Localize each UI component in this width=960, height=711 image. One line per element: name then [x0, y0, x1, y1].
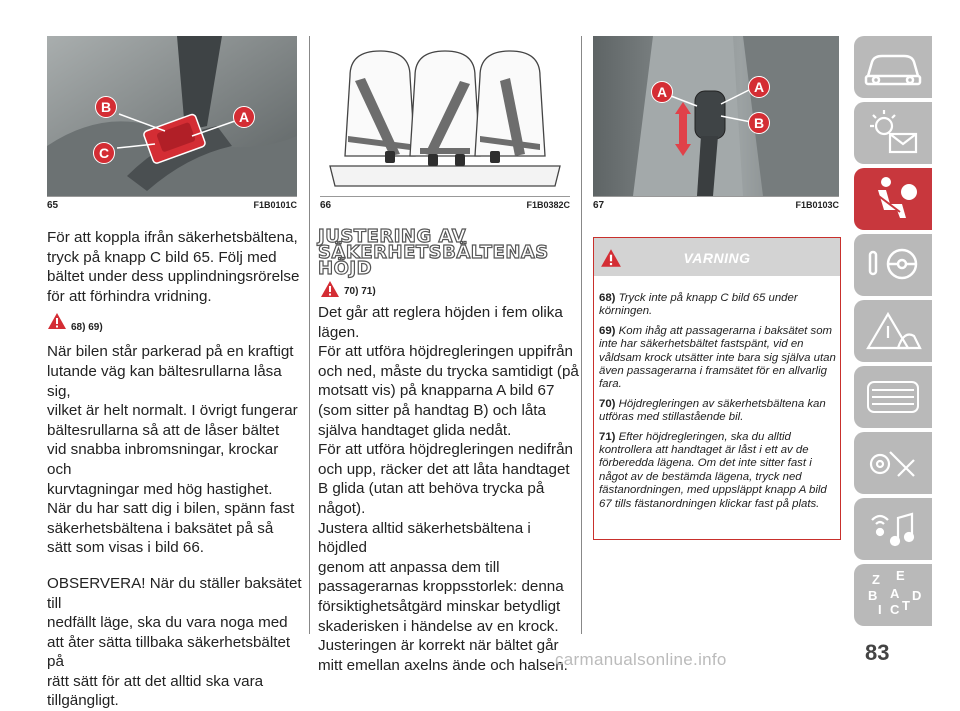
- figure-number: 66: [320, 200, 332, 211]
- callout-b-label: B: [100, 99, 112, 115]
- figure-66-caption: [320, 198, 570, 214]
- text-line: motsatt vis) på knapparna A bild 67: [318, 382, 555, 400]
- reference-row: [320, 280, 520, 300]
- figure-67: [593, 36, 839, 197]
- callout-a-label: A: [238, 109, 250, 125]
- warning-light-message-icon: [854, 102, 932, 164]
- reference-numbers: 68) 69): [71, 322, 103, 334]
- key-steering-wheel-icon: [854, 234, 932, 296]
- warning-item: 71) Efter höjdregleringen, ska du alltid kontrollera att handtaget är låst i ett av de förberedda lägena. Om det inte sitter fast i något av de bestämda lägena, tryck ned fästanordningen, med uppsläppt knapp A bild 67 tills fästanordningen klickar fast på plats.: [599, 430, 827, 510]
- column-divider: [309, 36, 310, 634]
- callout-a-right-label: A: [753, 79, 765, 95]
- text-line: lägen.: [318, 323, 360, 341]
- seat-belt-buckle-illustration: [47, 36, 297, 196]
- text-line: och ned, måste du trycka samtidigt (på: [318, 362, 579, 380]
- callout-c-label: C: [98, 145, 110, 161]
- figure-code: F1B0101C: [253, 200, 297, 210]
- column-1-text: [47, 228, 305, 711]
- reference-numbers: 70) 71): [344, 286, 376, 297]
- belt-height-adjuster-illustration: [593, 36, 839, 196]
- figure-code: F1B0382C: [526, 200, 570, 210]
- alphabetical-index-icon: [854, 564, 932, 626]
- heading-line: HÖJD: [318, 258, 373, 279]
- text-line: skaderisken i händelse av en krock.: [318, 617, 559, 635]
- tab-key-steering[interactable]: [854, 234, 932, 296]
- text-line: och upp, räcker det att låta handtaget: [318, 460, 570, 478]
- paragraph: För att koppla ifrån säkerhetsbältena, tryck på knapp C bild 65. Följ med bältet under dess upplindningsrörelse för att förhindra vridning.: [47, 229, 300, 305]
- tab-warning-lights[interactable]: [854, 102, 932, 164]
- tab-index[interactable]: [854, 564, 932, 626]
- warning-header: [594, 238, 840, 276]
- callout-b: [748, 112, 770, 134]
- figure-number: 67: [593, 200, 605, 211]
- callout-a-left: [651, 81, 673, 103]
- multimedia-icon: [854, 498, 932, 560]
- tab-maintenance[interactable]: [854, 366, 932, 428]
- warning-box: [593, 237, 841, 540]
- warning-triangle-icon: [320, 280, 340, 298]
- section-heading: [318, 226, 578, 279]
- roadside-emergency-icon: [854, 300, 932, 362]
- warning-items: [599, 292, 837, 517]
- svg-text:B: B: [868, 588, 878, 603]
- tab-multimedia[interactable]: [854, 498, 932, 560]
- svg-text:A: A: [890, 586, 900, 601]
- tab-emergency[interactable]: [854, 300, 932, 362]
- paragraph: När bilen står parkerad på en kraftigt lutande väg kan bältesrullarna låsa sig, vilket är helt normalt. I övrigt fungerar bältesrullarna så att de låser bältet vid snabba inbromsningar, krockar och kurvtagningar med hög hastighet. När du har satt dig i bilen, spänn fast säkerhetsbältena i baksätet på så sätt som visas i bild 66.: [47, 343, 298, 557]
- warning-triangle-icon: [47, 312, 67, 330]
- seat-airbag-icon: [854, 168, 932, 230]
- text-line: själva handtaget glida nedåt.: [318, 421, 512, 439]
- rear-seat-belts-illustration: [320, 36, 570, 196]
- svg-text:I: I: [878, 602, 882, 617]
- tab-car-dashboard[interactable]: [854, 36, 932, 98]
- figure-67-caption: [593, 198, 839, 214]
- technical-data-icon: [854, 432, 932, 494]
- text-line: genom att anpassa dem till: [318, 558, 500, 576]
- svg-text:D: D: [912, 588, 922, 603]
- figure-66: [320, 36, 570, 197]
- paragraph: OBSERVERA! När du ställer baksätet till nedfällt läge, ska du vara noga med att åter sätta tillbaka säkerhetsbältet på rätt sätt för att det alltid ska vara tillgängligt.: [47, 574, 302, 710]
- warning-title: VARNING: [683, 250, 751, 266]
- text-line: (som sitter på handtag B) och låta: [318, 401, 546, 419]
- figure-code: F1B0103C: [795, 200, 839, 210]
- heading-line: JUSTERING AV: [318, 226, 467, 247]
- car-dashboard-icon: [854, 36, 932, 98]
- text-line: mitt emellan axelns ände och halsen.: [318, 656, 568, 674]
- paragraph: [318, 303, 580, 675]
- callout-a-left-label: A: [656, 84, 668, 100]
- text-line: Justeringen är korrekt när bältet går: [318, 637, 559, 655]
- callout-b: [95, 96, 117, 118]
- callout-a: [233, 106, 255, 128]
- column-2-text: [318, 303, 580, 675]
- tab-seat-airbag[interactable]: [854, 168, 932, 230]
- warning-item: 68) Tryck inte på knapp C bild 65 under körningen.: [599, 292, 798, 318]
- text-line: försiktighetsåtgärd minskar betydligt: [318, 597, 561, 615]
- text-line: passagerarnas kroppsstorlek: denna: [318, 578, 564, 596]
- svg-text:E: E: [896, 568, 905, 583]
- svg-text:T: T: [902, 598, 910, 613]
- text-line: För att utföra höjdregleringen uppifrån: [318, 343, 573, 361]
- text-line: Det går att reglera höjden i fem olika: [318, 304, 563, 321]
- text-line: något).: [318, 499, 366, 517]
- figure-65: [47, 36, 297, 197]
- tab-technical-data[interactable]: [854, 432, 932, 494]
- svg-text:Z: Z: [872, 572, 880, 587]
- heading-line: SÄKERHETSBÄLTENAS: [318, 242, 549, 263]
- callout-c: [93, 142, 115, 164]
- text-line: B glida (utan att behöva trycka på: [318, 480, 545, 498]
- page-number: 83: [865, 640, 890, 665]
- text-line: För att utföra höjdregleringen nedifrån: [318, 441, 573, 459]
- callout-b-label: B: [753, 115, 765, 131]
- warning-item: 70) Höjdregleringen av säkerhetsbältena kan utföras med stillastående bil.: [599, 397, 826, 424]
- figure-65-caption: [47, 198, 297, 214]
- text-line: Justera alltid säkerhetsbältena i höjdled: [318, 519, 531, 557]
- svg-text:C: C: [890, 602, 900, 617]
- reference-row: [47, 312, 305, 334]
- callout-a-right: [748, 76, 770, 98]
- column-divider: [581, 36, 582, 634]
- warning-item: 69) Kom ihåg att passagerarna i baksätet som inte har säkerhetsbältet fastspänt, vid en våldsam krock utsätter inte bara sig själva utan även passagerarna i framsätet för en allvarlig fara.: [599, 324, 836, 391]
- figure-number: 65: [47, 200, 59, 211]
- maintenance-grille-icon: [854, 366, 932, 428]
- watermark: carmanualsonline.info: [555, 650, 727, 669]
